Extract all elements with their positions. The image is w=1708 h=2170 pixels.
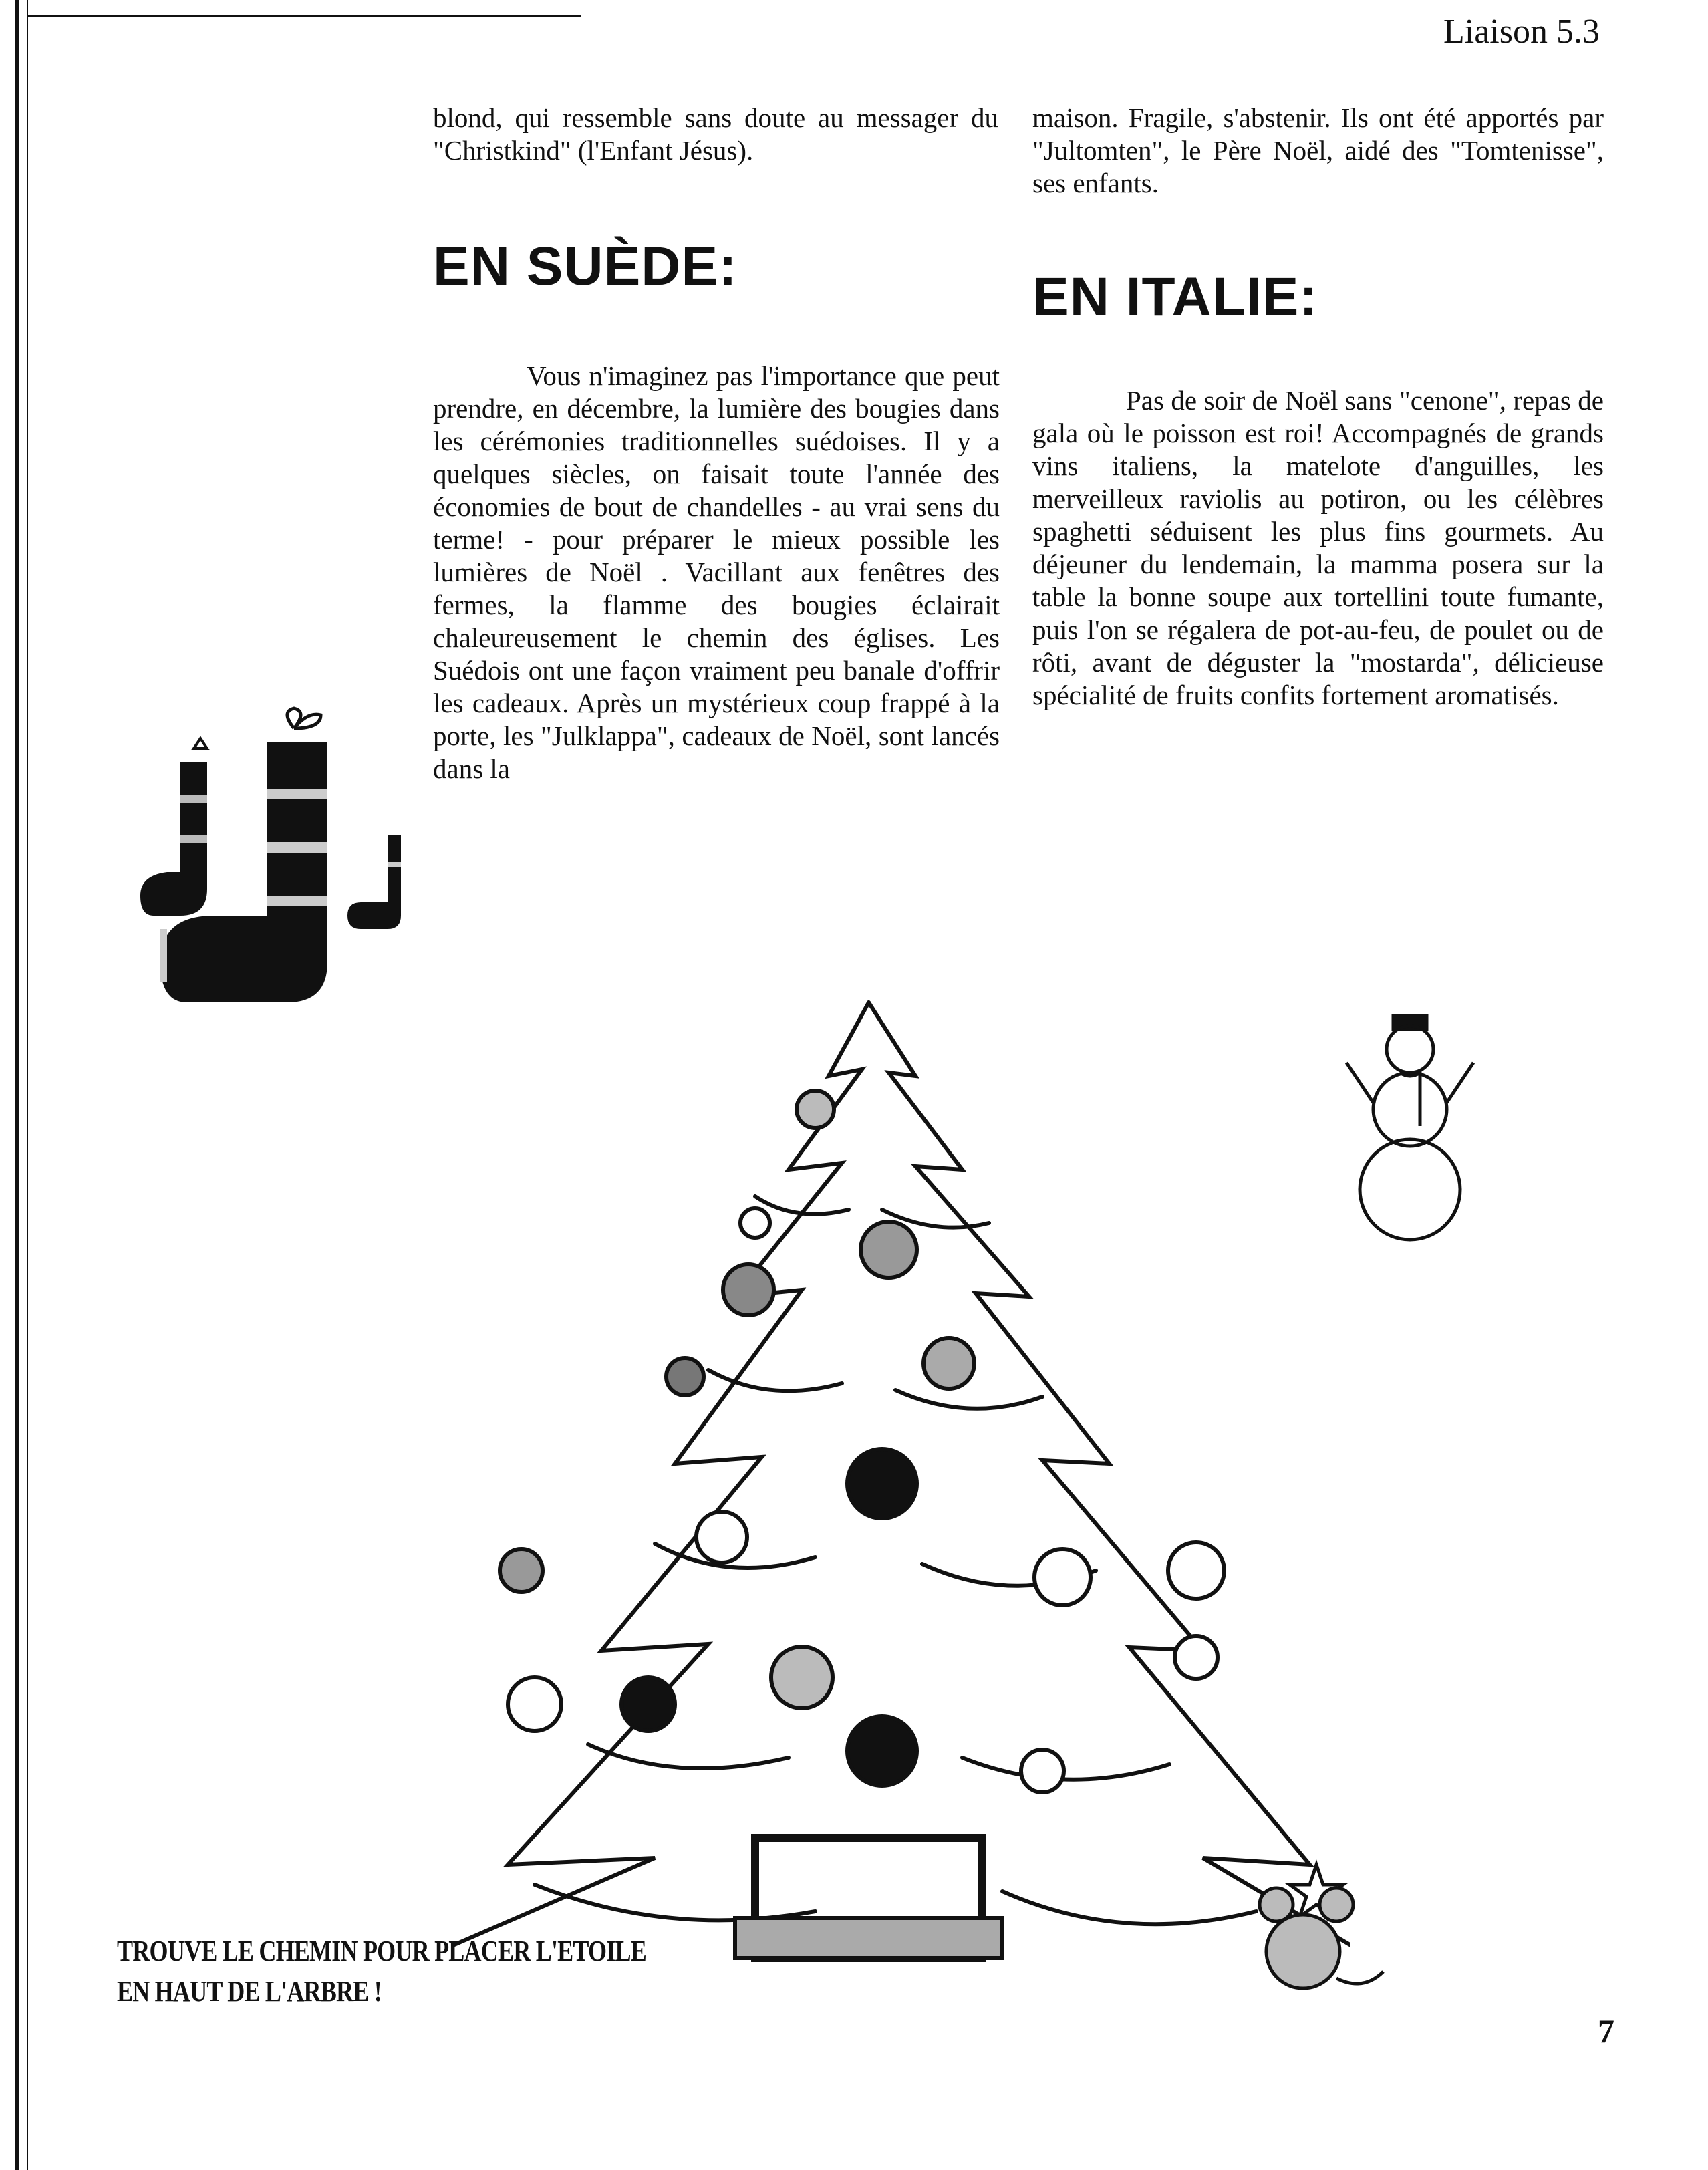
header-label: Liaison 5.3 (1443, 13, 1600, 51)
mouse-with-star-icon (1230, 1858, 1390, 1998)
right-intro-text: maison. Fragile, s'abstenir. Ils ont été apportés par "Jultomten", le Père Noël, aidé des "Tomtenisse", ses enfants. (1032, 102, 1604, 198)
caption-line-1: TROUVE LE CHEMIN POUR PLACER L'ETOILE (117, 1935, 646, 1968)
heading-suede: EN SUÈDE: (433, 236, 738, 297)
christmas-stockings-icon (134, 702, 414, 1023)
left-column-intro (433, 102, 998, 167)
puzzle-caption (117, 1931, 646, 2012)
top-border (27, 15, 581, 17)
christmas-tree-icon (454, 996, 1350, 1998)
page-number: 7 (1598, 2012, 1614, 2050)
binding-edge (15, 0, 19, 2170)
caption-line-2: EN HAUT DE L'ARBRE ! (117, 1975, 382, 2008)
left-intro-text: blond, qui ressemble sans doute au messager du "Christkind" (l'Enfant Jésus). (433, 102, 998, 166)
binding-edge-inner (27, 0, 28, 2170)
suede-body-text: Vous n'imaginez pas l'importance que peut prendre, en décembre, la lumière des bougies dans les cérémonies traditionnelles suédoises. Il y a quelques siècles, on faisait toute l'année des économies de bout de chandelles - au vrai sens du terme! - pour préparer le mieux possible les lumières de Noël . Vacillant aux fenêtres des fermes, la flamme des bougies éclairait chaleureusement le chemin des églises. Les Suédois ont une façon vraiment peu banale d'offrir les cadeaux. Après un mystérieux coup frappé à la porte, les "Julklappa", cadeaux de Noël, sont lancés dans la (433, 360, 1000, 784)
italie-body-text: Pas de soir de Noël sans "cenone", repas de gala où le poisson est roi! Accompagnés de grands vins italiens, la matelote d'anguilles, les merveilleux raviolis au potiron, ou les célèbres spaghetti séduisent les plus fins gourmets. Au déjeuner du lendemain, la mamma posera sur la table la bonne soupe aux tortellini toute fumante, puis l'on se régalera de pot-au-feu, de poulet ou de rôti, avant de déguster la "mostarda", délicieuse spécialité de fruits confits fortement aromatisés. (1032, 385, 1604, 710)
heading-italie: EN ITALIE: (1032, 267, 1318, 327)
right-column-body (1032, 384, 1604, 712)
left-column-body (433, 360, 1000, 785)
right-column-intro (1032, 102, 1604, 200)
snowman-icon (1343, 1009, 1477, 1250)
